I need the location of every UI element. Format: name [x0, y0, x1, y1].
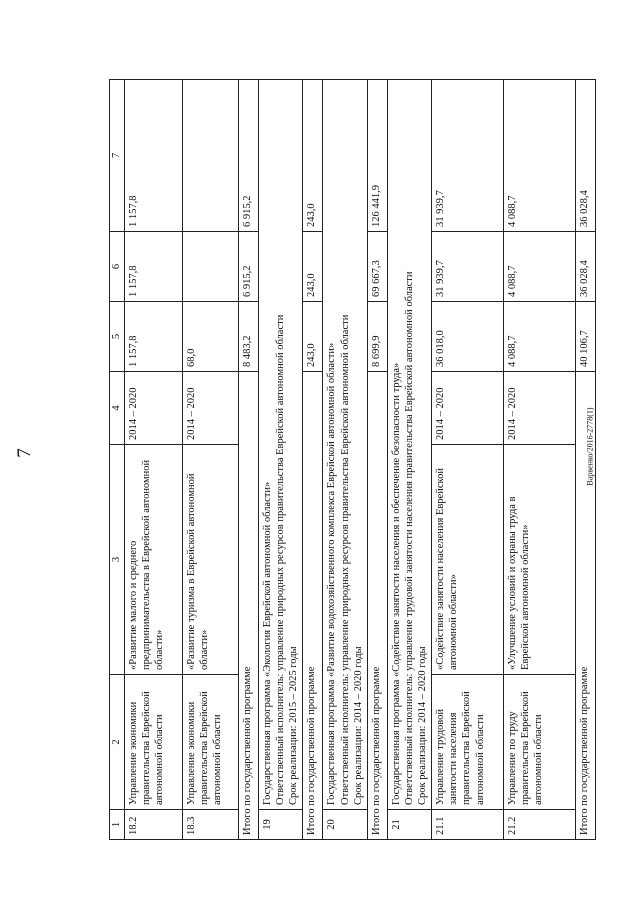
subprogram-cell: «Улучшение условий и охраны труда в Еврейской автономной области»	[504, 445, 576, 675]
row-number: 21.1	[432, 810, 504, 840]
subprogram-cell: «Содействие занятости населения Еврейской автономной области»	[432, 445, 504, 675]
executor-cell: Управление по труду правительства Еврейской автономной области	[504, 675, 576, 810]
program-executor: Ответственный исполнитель: управление трудовой занятости населения правительства Еврейской автономной области	[403, 271, 415, 805]
value-cell: 36 018,0	[432, 302, 504, 372]
value-cell: 31 939,7	[432, 232, 504, 302]
value-cell: 4 088,7	[504, 80, 576, 232]
value-cell: 31 939,7	[432, 80, 504, 232]
total-row	[303, 80, 323, 840]
row-number: 20	[323, 810, 367, 840]
header-cell: 5	[110, 302, 125, 372]
value-cell: 6 915,2	[239, 80, 259, 232]
total-row	[576, 80, 596, 840]
program-executor: Ответственный исполнитель: управление природных ресурсов правительства Еврейской автономной области	[339, 314, 351, 805]
row-number: 21.2	[504, 810, 576, 840]
table-row	[183, 80, 239, 840]
executor-cell: Управление экономики правительства Еврейской автономной области	[125, 675, 183, 810]
total-label: Итого по государственной программе	[239, 372, 259, 840]
header-cell: 3	[110, 445, 125, 675]
value-cell: 36 028,4	[576, 232, 596, 302]
document-stamp: Варвенко/2016-2778(1)	[585, 407, 595, 486]
table-row	[504, 80, 576, 840]
value-cell: 243,0	[303, 302, 323, 372]
value-cell: 126 441,9	[367, 80, 387, 232]
header-cell: 1	[110, 810, 125, 840]
total-label: Итого по государственной программе	[576, 372, 596, 840]
program-title: Государственная программа «Содействие занятости населения и обеспечение безопасности труда»	[390, 362, 402, 805]
value-cell: 40 106,7	[576, 302, 596, 372]
period-cell: 2014 – 2020	[183, 372, 239, 445]
program-row	[259, 80, 303, 840]
row-number: 19	[259, 810, 303, 840]
value-cell: 8 483,2	[239, 302, 259, 372]
program-period: Срок реализации: 2014 – 2020 годы	[352, 646, 364, 805]
program-title: Государственная программа «Экология Еврейской автономной области»	[262, 481, 273, 805]
program-description	[323, 80, 367, 810]
program-title: Государственная программа «Развитие водохозяйственного комплекса Еврейской автономной области»	[326, 342, 338, 805]
subprogram-cell: «Развитие малого и среднего предпринимательства в Еврейской автономной области»	[125, 445, 183, 675]
value-cell: 1 157,8	[125, 80, 183, 232]
row-number: 18.3	[183, 810, 239, 840]
period-cell: 2014 – 2020	[432, 372, 504, 445]
value-cell: 4 088,7	[504, 232, 576, 302]
table-row	[125, 80, 183, 840]
value-cell: 8 699,9	[367, 302, 387, 372]
total-row	[367, 80, 387, 840]
executor-cell: Управление экономики правительства Еврейской автономной области	[183, 675, 239, 810]
header-row	[110, 80, 125, 840]
header-cell: 4	[110, 372, 125, 445]
program-period: Срок реализации: 2015 – 2025 годы	[288, 646, 300, 805]
total-label: Итого по государственной программе	[367, 372, 387, 840]
value-cell: 1 157,8	[125, 232, 183, 302]
value-cell: 4 088,7	[504, 302, 576, 372]
header-cell: 2	[110, 675, 125, 810]
program-row	[323, 80, 367, 840]
value-cell: 69 667,3	[367, 232, 387, 302]
total-label: Итого по государственной программе	[303, 372, 323, 840]
value-cell: 6 915,2	[239, 232, 259, 302]
subprogram-cell: «Развитие туризма в Еврейской автономной области»	[183, 445, 239, 675]
row-number: 18.2	[125, 810, 183, 840]
period-cell: 2014 – 2020	[125, 372, 183, 445]
total-row	[239, 80, 259, 840]
program-description	[387, 80, 431, 810]
value-cell: 1 157,8	[125, 302, 183, 372]
value-cell	[183, 80, 239, 232]
period-cell: 2014 – 2020	[504, 372, 576, 445]
value-cell: 36 028,4	[576, 80, 596, 232]
value-cell	[183, 232, 239, 302]
program-period: Срок реализации: 2014 – 2020 годы	[417, 646, 428, 805]
row-number: 21	[387, 810, 431, 840]
header-cell: 7	[110, 80, 125, 232]
executor-cell: Управление трудовой занятости населения правительства Еврейской автономной области	[432, 675, 504, 810]
program-row	[387, 80, 431, 840]
header-cell: 6	[110, 232, 125, 302]
program-executor: Ответственный исполнитель: управление природных ресурсов правительства Еврейской автономной области	[275, 314, 287, 805]
page-number: 7	[13, 448, 35, 458]
value-cell: 243,0	[303, 80, 323, 232]
value-cell: 243,0	[303, 232, 323, 302]
table-row	[432, 80, 504, 840]
program-table	[109, 79, 596, 840]
program-description	[259, 80, 303, 810]
value-cell: 68,0	[183, 302, 239, 372]
